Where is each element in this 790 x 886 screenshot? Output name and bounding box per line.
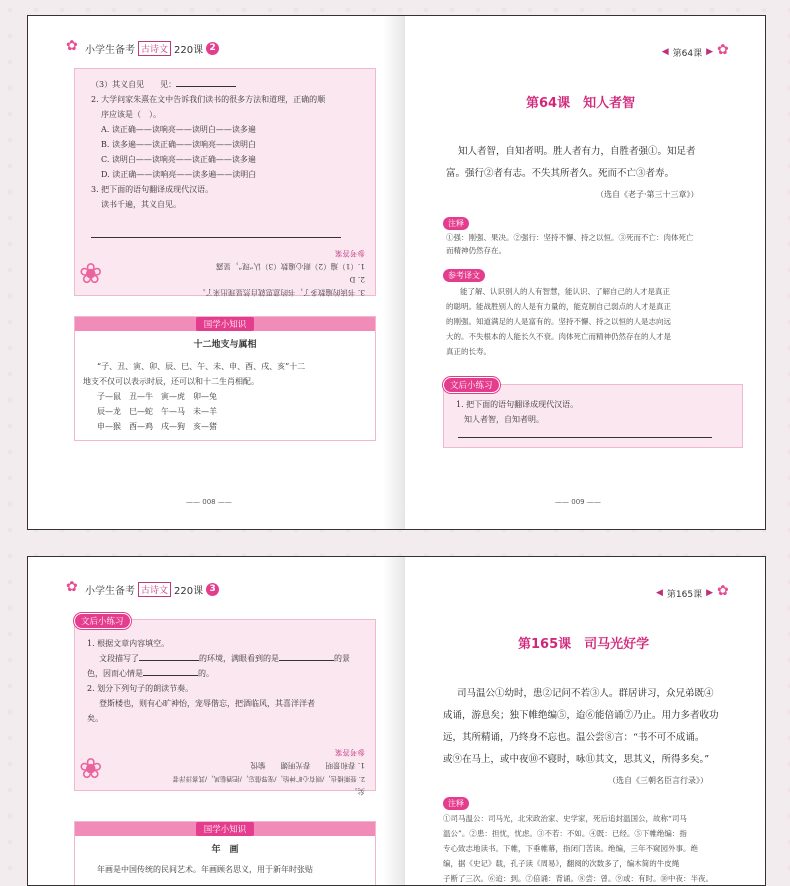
zhishi-title: 年 画: [211, 845, 239, 855]
page-number-left: —— 008 ——: [186, 498, 232, 506]
notes-line1: ①强：刚强、果决。②强行：坚持不懈、持之以恒。③死而不亡：肉体死亡: [446, 233, 694, 242]
question-2: 2. 划分下列句子的朗读节奏。: [87, 684, 194, 693]
book-spread-top: [27, 15, 766, 530]
answer-1: 1.（1）遍（2）耐心遍数（3）认“现”，显露: [215, 262, 365, 271]
header-tag: 古诗文: [138, 41, 171, 56]
classical-text-line3: 远，其所精诵，乃终身不忘也。温公尝⑧言：“书不可不成诵。: [443, 732, 705, 743]
source-citation: （选自《三朝名臣言行录》）: [608, 776, 708, 785]
right-page-header: ◀ 第165课 ▶ ✿: [656, 585, 733, 601]
flower-decoration-icon: ❀: [79, 257, 103, 290]
zhishi-p1: 年画是中国传统的民间艺术。年画顾名思义，用于新年时张贴: [97, 865, 313, 874]
answers-upside-down: [135, 247, 365, 299]
answer-label: 参考答案: [335, 249, 365, 258]
zhishi-row2: 辰—龙 巳—蛇 午—马 未—羊: [97, 407, 217, 416]
classical-text-line2: 成诵，游息矣；独下帷绝编⑤，迨⑥能倍诵⑦乃止。用力多者收功: [443, 710, 719, 721]
notes-line1: ①司马温公：司马光，北宋政治家、史学家，死后追封温国公，故称“司马: [443, 814, 687, 823]
exercise-box: [74, 619, 376, 796]
translation-line5: 真正的长寿。: [446, 347, 491, 356]
zhishi-box: [74, 316, 376, 441]
notes-line4: 编，据《史记》载，孔子读《周易》，翻阅的次数多了，编木简的牛皮绳: [443, 859, 680, 868]
header-count: 220课: [174, 44, 204, 56]
question-2-cont: 序应该是（ ）。: [101, 110, 161, 119]
question-2: 2. 大学问家朱熹在文中告诉我们读书的很多方法和道理，正确的顺: [91, 95, 326, 104]
question-1-fill-b: 色，因而心情是 的。: [87, 669, 214, 678]
page-009: [405, 16, 766, 529]
right-page-bottom: [405, 557, 766, 885]
translation-line4: 大的。不失根本的人能长久不衰。肉体死亡而精神仍然存在的人才是: [446, 332, 671, 341]
book-spread-bottom: [27, 556, 766, 886]
flower-icon: [717, 44, 733, 60]
header-title: 小学生备考: [85, 44, 135, 56]
exercise-tag: 文后小练习: [443, 377, 500, 393]
page-008: [28, 16, 405, 529]
exercise-q1: 1. 把下面的语句翻译成现代汉语。: [456, 400, 579, 409]
answer-rule: [458, 437, 712, 438]
question-2-text: 登斯楼也，则有心旷神怡，宠辱偕忘，把酒临风，其喜洋洋者: [99, 699, 315, 708]
zhishi-box: [74, 821, 376, 886]
question-2-text-cont: 矣。: [87, 714, 103, 723]
question-3-item: （3）其义自见 见：: [91, 77, 325, 92]
question-1: 1. 根据文章内容填空。: [87, 639, 170, 648]
option-b: B. 读多遍——读正确——读响亮——读明白: [101, 140, 256, 149]
header-count: 220课: [174, 585, 204, 597]
notes-tag: 注释: [443, 797, 469, 810]
classical-text-line1: 知人者智，自知者明。胜人者有力，自胜者强①。知足者: [458, 146, 696, 157]
question-3-text: 读书千遍，其义自见。: [101, 200, 181, 209]
notes-line3: 专心致志地读书。下帷，下垂帷幕，指闭门苦读。绝编，三年不窥园外事。绝: [443, 844, 698, 853]
zhishi-row3: 申—猴 酉—鸡 戌—狗 亥—猪: [97, 422, 217, 431]
classical-text-line1: 司马温公①幼时，患②记问不若③人。群居讲习，众兄弟既④: [457, 688, 714, 699]
translation-tag: 参考译文: [443, 269, 485, 282]
zhishi-banner: 国学小知识: [75, 822, 375, 836]
zhishi-title: 十二地支与属相: [193, 340, 257, 350]
answer-2: 2. 登斯楼也，/则有心旷神怡，/宠辱偕忘，/把酒临风，/其喜洋洋者: [172, 775, 365, 783]
zhishi-row1: 子—鼠 丑—牛 寅—虎 卯—兔: [97, 392, 217, 401]
answer-3: 3. 书读的遍数多了，书的意思就自然显现出来了。: [197, 288, 365, 297]
translation-line2: 的聪明。能战胜别人的人是有力量的，能克制自己弱点的人才是真正: [446, 302, 671, 311]
classical-text-line4: 或⑨在马上，或中夜⑩不寝时，咏⑪其文，思其义，所得多矣。”: [443, 754, 710, 765]
answer-2: 2. D: [349, 275, 365, 284]
translation-line1: 能了解、认识别人的人有智慧，能认识、了解自己的人才是真正: [460, 287, 670, 296]
lesson-title: 第64课 知人者智: [526, 96, 636, 111]
left-page-header: [66, 40, 219, 56]
source-citation: （选自《老子·第三十三章》）: [596, 190, 699, 199]
zhishi-p1: “子、丑、寅、卯、辰、巳、午、未、申、酉、戌、亥”十二: [97, 362, 306, 371]
flower-decoration-icon: ❀: [79, 752, 103, 785]
exercise-box: [74, 68, 376, 296]
classical-text-line2: 富。强行②者有志。不失其所者久。死而不亡③者寿。: [446, 168, 675, 179]
answer-rule: [91, 237, 341, 238]
option-c: C. 读明白——读响亮——读正确——读多遍: [101, 155, 256, 164]
option-a: A. 读正确——读响亮——读明白——读多遍: [101, 125, 256, 134]
exercise-tag: 文后小练习: [74, 613, 131, 629]
option-d: D. 读正确——读响亮——读多遍——读明白: [101, 170, 257, 179]
exercise-box-right: [443, 384, 743, 448]
answer-3: 矣。: [350, 787, 365, 796]
question-1-fill-a: 文段描写了 的环境，满眼看到的是 的景: [99, 654, 350, 663]
notes-line2: 而精神仍然存在。: [446, 246, 506, 255]
left-page-header: [66, 581, 219, 597]
header-number-badge: 3: [206, 583, 219, 596]
right-page-header: ◀ 第64课 ▶ ✿: [662, 44, 733, 60]
answers-upside-down: [115, 746, 365, 798]
zhishi-banner: 国学小知识: [75, 317, 375, 331]
question-3: 3. 把下面的语句翻译成现代汉语。: [91, 185, 214, 194]
flower-icon: [66, 581, 82, 597]
header-title: 小学生备考: [85, 585, 135, 597]
flower-icon: [66, 40, 82, 56]
right-header-lesson: 第64课: [672, 48, 703, 59]
notes-line2: 温公”。②患：担忧，忧虑。③不若：不如。④既：已经。⑤下帷绝编：指: [443, 829, 687, 838]
translation-line3: 的刚强。知道满足的人是富有的。坚持不懈、持之以恒的人是志向远: [446, 317, 671, 326]
lesson-title: 第165课 司马光好学: [518, 637, 650, 652]
right-header-lesson: 第165课: [666, 589, 703, 600]
flower-icon: [717, 585, 733, 601]
answer-label: 参考答案: [335, 748, 365, 757]
zhishi-p2: 地支不仅可以表示时辰，还可以和十二生肖相配。: [83, 377, 259, 386]
answer-1: 1. 春和景明 春光明媚 愉悦: [250, 761, 365, 770]
header-number-badge: 2: [206, 42, 219, 55]
notes-line5: 子断了三次。⑥迨：到。⑦倍诵：背诵。⑧尝：曾。⑨或：有时。⑩中夜：半夜。: [443, 874, 713, 883]
exercise-q1-text: 知人者智，自知者明。: [464, 415, 544, 424]
header-tag: 古诗文: [138, 582, 171, 597]
notes-tag: 注释: [443, 217, 469, 230]
left-page-bottom: [28, 557, 405, 885]
page-number-right: —— 009 ——: [555, 498, 601, 506]
